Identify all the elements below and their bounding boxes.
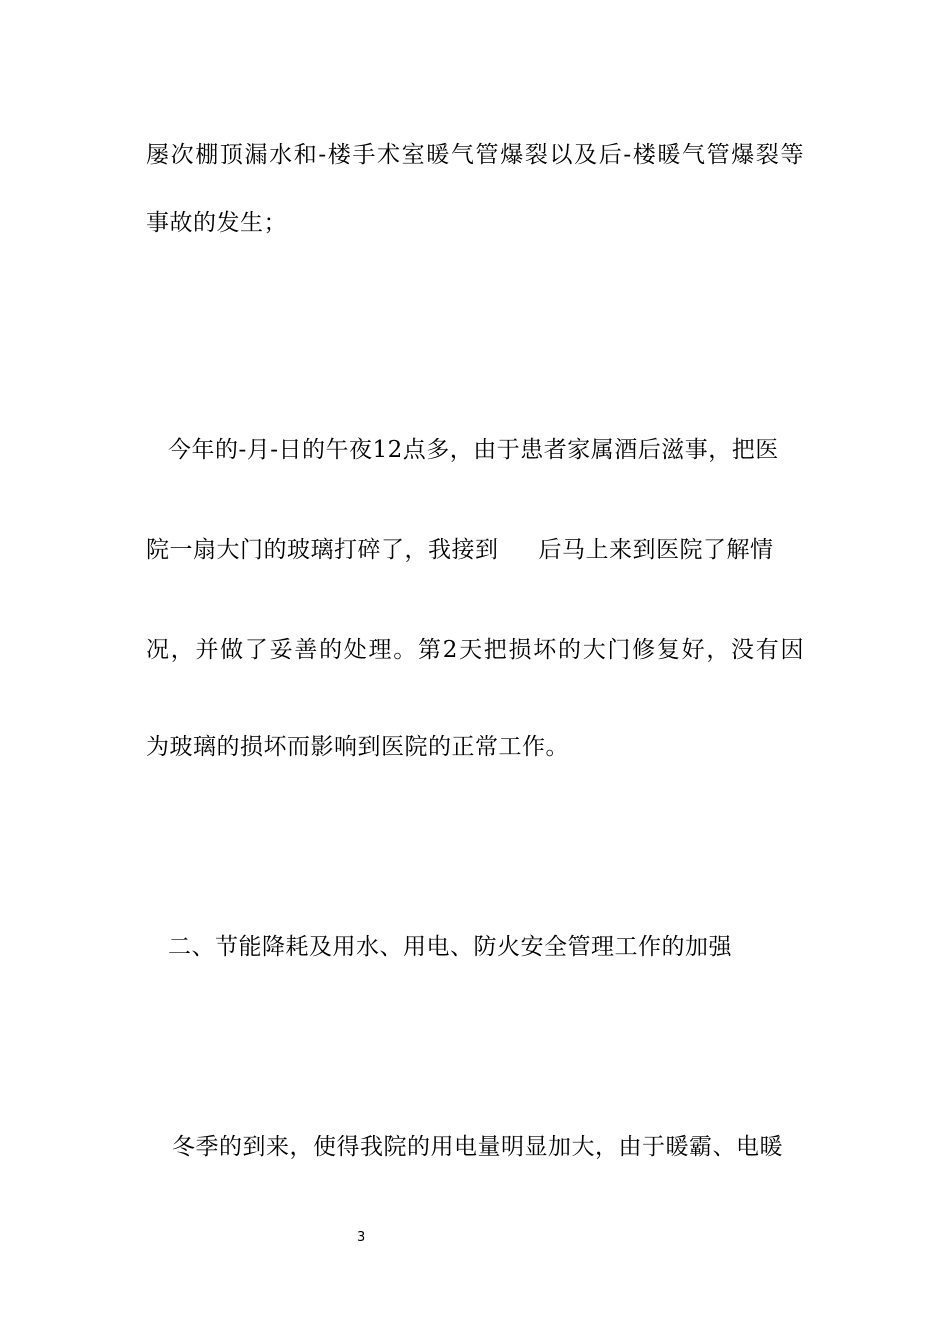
paragraph-2-line-2-part-2: 后马上来到医院了解情 — [538, 537, 774, 563]
paragraph-2-line-3: 况，并做了妥善的处理。第2天把损坏的大门修复好，没有因 — [146, 637, 804, 663]
paragraph-1-line-2: 事故的发生； — [146, 210, 287, 236]
paragraph-2-line-2 — [146, 535, 774, 565]
paragraph-3-line-1: 冬季的到来，使得我院的用电量明显加大，由于暖霸、电暖 — [172, 1134, 783, 1160]
section-heading: 二、节能降耗及用水、用电、防火安全管理工作的加强 — [168, 934, 732, 960]
paragraph-2-line-2-part-1: 院一扇大门的玻璃打碎了，我接到 — [146, 537, 499, 563]
paragraph-2-line-4: 为玻璃的损坏而影响到医院的正常工作。 — [146, 734, 569, 760]
page-number: 3 — [357, 1230, 366, 1245]
paragraph-1-line-1: 屡次棚顶漏水和-楼手术室暖气管爆裂以及后-楼暖气管爆裂等 — [146, 142, 804, 168]
paragraph-2-line-1: 今年的-月-日的午夜12点多，由于患者家属酒后滋事，把医 — [168, 437, 779, 463]
